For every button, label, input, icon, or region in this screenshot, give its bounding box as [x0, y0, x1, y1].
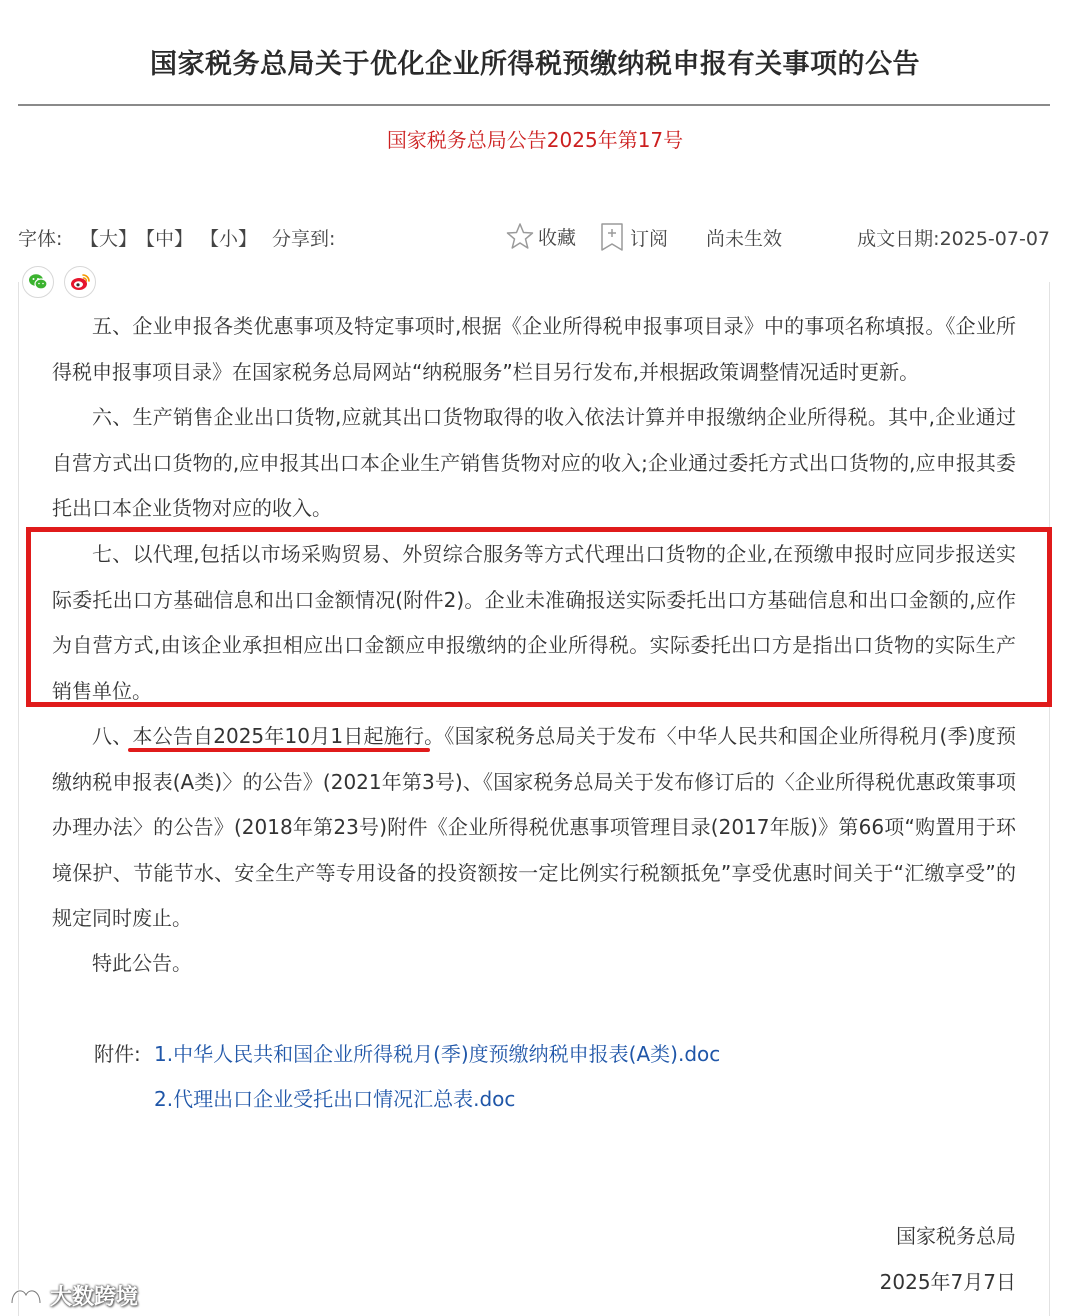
favorite-label: 收藏 — [538, 226, 577, 249]
effective-date-underline — [128, 748, 430, 752]
font-size-label: 字体: — [18, 228, 63, 250]
effective-status: 尚未生效 — [706, 228, 783, 250]
article-toolbar — [18, 222, 1052, 252]
issue-date — [857, 224, 1050, 251]
issue-date-label: 成文日期: — [857, 228, 940, 250]
font-size-small-button[interactable]: 【小】 — [200, 228, 258, 250]
watermark — [8, 1280, 138, 1311]
subscribe-icon — [598, 222, 626, 252]
watermark-logo-icon — [8, 1283, 44, 1309]
star-icon — [506, 222, 534, 250]
paragraph-6: 六、生产销售企业出口货物,应就其出口货物取得的收入依法计算并申报缴纳企业所得税。其中,企业通过自营方式出口货物的,应申报其出口本企业生产销售货物对应的收入;企业通过委托方式出口货物的,应申报其委托出口本企业货物对应的收入。 — [52, 405, 1016, 520]
highlight-box — [26, 527, 1052, 707]
signature-organization: 国家税务总局 — [896, 1224, 1016, 1248]
document-number: 国家税务总局公告2025年第17号 — [386, 128, 684, 152]
font-size-medium-button[interactable]: 【中】 — [136, 228, 194, 250]
signature-date: 2025年7月7日 — [879, 1270, 1016, 1294]
closing-statement: 特此公告。 — [92, 951, 192, 975]
title-divider — [18, 104, 1050, 106]
share-label: 分享到: — [272, 228, 336, 250]
paragraph-7: 七、以代理,包括以市场采购贸易、外贸综合服务等方式代理出口货物的企业,在预缴申报时应同步报送实际委托出口方基础信息和出口金额情况(附件2)。企业未准确报送实际委托出口方基础信息和出口金额的,应作为自营方式,由该企业承担相应出口金额应申报缴纳的企业所得税。实际委托出口方是指出口货物的实际生产销售单位。 — [52, 542, 1016, 703]
font-size-large-button[interactable]: 【大】 — [80, 228, 138, 250]
subscribe-button[interactable] — [598, 222, 668, 252]
favorite-button[interactable] — [506, 222, 576, 250]
watermark-text: 大数跨境 — [50, 1285, 139, 1310]
attachment-link-2[interactable]: 2.代理出口企业受托出口情况汇总表.doc — [154, 1087, 516, 1111]
paragraph-8: 八、本公告自2025年10月1日起施行。《国家税务总局关于发布〈中华人民共和国企业所得税月(季)度预缴纳税申报表(A类)〉的公告》(2021年第3号)、《国家税务总局关于发布修订后的〈企业所得税优惠政策事项办理办法〉的公告》(2018年第23号)附件《企业所得税优惠事项管理目录(2017年版)》第66项“购置用于环境保护、节能节水、安全生产等专用设备的投资额按一定比例实行税额抵免”享受优惠时间关于“汇缴享受”的规定同时废止。 — [52, 724, 1016, 930]
page-title: 国家税务总局关于优化企业所得税预缴纳税申报有关事项的公告 — [150, 49, 920, 80]
paragraph-5: 五、企业申报各类优惠事项及特定事项时,根据《企业所得税申报事项目录》中的事项名称填报。《企业所得税申报事项目录》在国家税务总局网站“纳税服务”栏目另行发布,并根据政策调整情况适时更新。 — [52, 314, 1016, 384]
attachments-label: 附件: — [94, 1042, 141, 1066]
attachment-link-1[interactable]: 1.中华人民共和国企业所得税月(季)度预缴纳税申报表(A类).doc — [154, 1042, 721, 1066]
issue-date-value: 2025-07-07 — [939, 228, 1050, 250]
subscribe-label: 订阅 — [630, 227, 669, 250]
